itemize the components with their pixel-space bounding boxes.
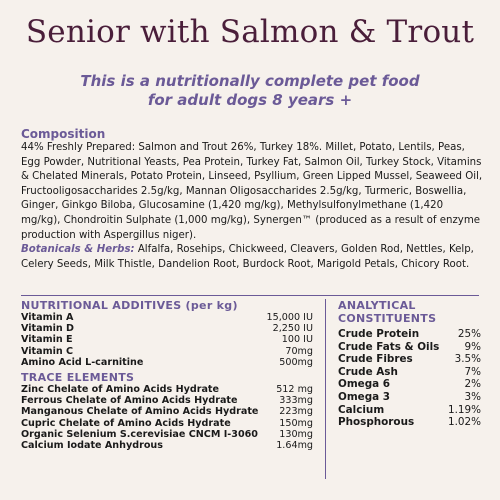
composition-heading: Composition	[21, 127, 106, 141]
section-divider	[21, 295, 479, 296]
analytical-heading-line-2: CONSTITUENTS	[338, 312, 437, 325]
row-name: Amino Acid L-carnitine	[21, 356, 144, 368]
row-name: Calcium Iodate Anhydrous	[21, 440, 163, 452]
row-name: Ferrous Chelate of Amino Acids Hydrate	[21, 395, 238, 407]
row-name: Crude Ash	[338, 365, 398, 378]
botanicals-paragraph	[21, 243, 483, 272]
row-value: 1.02%	[447, 416, 481, 429]
table-row	[21, 323, 313, 334]
column-divider	[325, 299, 326, 479]
table-row	[21, 406, 313, 417]
row-name: Crude Fibres	[338, 353, 413, 366]
table-row	[21, 418, 313, 429]
row-value: 500mg	[279, 356, 313, 368]
table-row	[338, 378, 481, 391]
row-value: 3.5%	[454, 353, 481, 366]
table-row	[338, 404, 481, 417]
table-row	[21, 346, 313, 357]
row-name: Phosphorous	[338, 416, 415, 429]
analytical-table	[338, 328, 481, 429]
row-name: Manganous Chelate of Amino Acids Hydrate	[21, 406, 259, 418]
analytical-heading	[338, 299, 481, 325]
table-row	[21, 429, 313, 440]
row-value: 25%	[457, 328, 481, 340]
table-row	[338, 366, 481, 379]
table-row	[21, 357, 313, 368]
nutritional-additives-table	[21, 312, 313, 368]
composition-text: 44% Freshly Prepared: Salmon and Trout 26%, Turkey 18%. Millet, Potato, Lentils, Peas, Egg Powder, Nutritional Yeasts, Pea Protein, Turkey Fat, Salmon Oil, Turkey Stock, Vitamins & Chelated Minerals, Potato Protein, Linseed, Psyllium, Green Lipped Mussel, Seaweed Oil, Fructooligosaccharides 2.5g/kg, Mannan Oligosaccharides 2.5g/kg, Turmeric, Boswellia, Ginger, Ginkgo Biloba, Glucosamine (1,420 mg/kg), Methylsulfonylmethane (1,420 mg/kg), Chondroitin Sulphate (1,000 mg/kg), Synergen™ (produced as a result of enzyme production with Aspergillus niger).	[21, 142, 483, 241]
row-value: 223mg	[279, 406, 313, 418]
row-name: Omega 3	[338, 390, 391, 403]
row-value: 1.19%	[447, 403, 481, 416]
table-row	[21, 334, 313, 345]
table-row	[338, 391, 481, 404]
analytical-heading-line-1: ANALYTICAL	[338, 299, 416, 312]
row-name: Vitamin E	[21, 334, 73, 346]
subtitle-line-1: This is a nutritionally complete pet food	[80, 72, 420, 90]
row-value: 7%	[464, 365, 481, 378]
trace-elements-table	[21, 384, 313, 451]
additives-column	[21, 299, 313, 451]
composition-section	[21, 127, 483, 272]
row-value: 3%	[464, 390, 481, 403]
trace-elements-heading: TRACE ELEMENTS	[21, 371, 135, 385]
botanicals-text: Alfalfa, Rosehips, Chickweed, Cleavers, Golden Rod, Nettles, Kelp, Celery Seeds, Milk Thistle, Dandelion Root, Burdock Root, Marigold Petals, Chicory Root.	[21, 244, 474, 270]
row-value: 9%	[464, 340, 481, 353]
row-name: Vitamin D	[21, 323, 75, 335]
row-name: Zinc Chelate of Amino Acids Hydrate	[21, 384, 220, 396]
row-name: Organic Selenium S.cerevisiae CNCM I-3060	[21, 428, 258, 440]
table-row	[21, 440, 313, 451]
row-value: 2%	[464, 378, 481, 391]
row-name: Crude Protein	[338, 328, 420, 340]
row-value: 2,250 IU	[272, 323, 313, 335]
table-row	[338, 328, 481, 341]
row-value: 1.64mg	[276, 440, 313, 452]
row-value: 15,000 IU	[266, 312, 313, 323]
row-value: 333mg	[279, 395, 313, 407]
table-row	[338, 353, 481, 366]
table-row	[338, 341, 481, 354]
table-row	[21, 395, 313, 406]
table-row	[338, 416, 481, 429]
row-name: Vitamin A	[21, 312, 74, 323]
subtitle-line-2: for adult dogs 8 years +	[147, 91, 353, 109]
row-value: 150mg	[279, 417, 313, 429]
subtitle	[40, 72, 460, 110]
row-value: 512 mg	[276, 384, 313, 396]
table-row	[21, 312, 313, 323]
row-name: Vitamin C	[21, 345, 74, 357]
row-value: 70mg	[285, 345, 313, 357]
row-name: Cupric Chelate of Amino Acids Hydrate	[21, 417, 231, 429]
page-title: Senior with Salmon & Trout	[25, 14, 475, 50]
row-name: Crude Fats & Oils	[338, 340, 440, 353]
table-row	[21, 384, 313, 395]
botanicals-label: Botanicals & Herbs:	[21, 244, 135, 256]
row-name: Calcium	[338, 403, 385, 416]
row-value: 130mg	[279, 428, 313, 440]
analytical-column	[338, 299, 481, 429]
row-value: 100 IU	[281, 334, 313, 346]
row-name: Omega 6	[338, 378, 391, 391]
nutritional-additives-heading: NUTRITIONAL ADDITIVES (per kg)	[21, 299, 238, 312]
